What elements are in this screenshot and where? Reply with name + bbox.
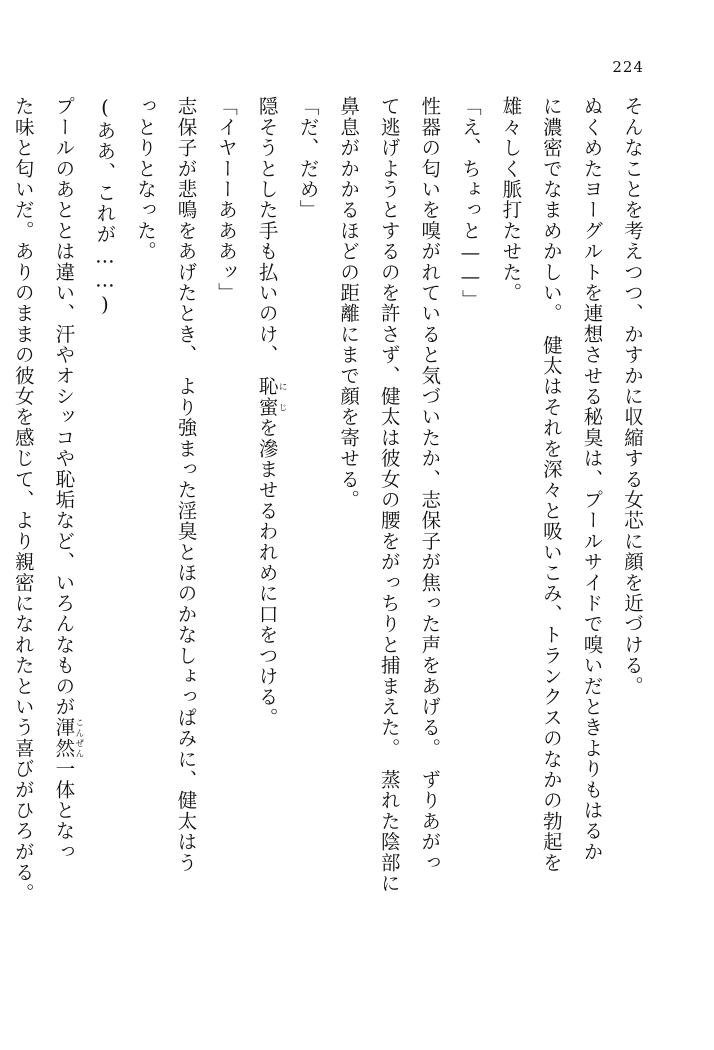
text-line: プールのあととは違い、汗やオシッコや恥垢など、いろんなものが渾然こんぜん一体となっ <box>52 96 84 862</box>
text-line: ぬくめたヨーグルトを連想させる秘臭は、プールサイドで嗅いだときよりもはるか <box>580 96 604 862</box>
text-line: そんなことを考えつつ、かすかに収縮する女芯に顔を近づける。 <box>621 96 644 697</box>
text-line: 「イヤーーあああッ」 <box>215 96 239 303</box>
ruby-text: 恥蜜にじ <box>255 376 288 418</box>
text-line: て逃げようとするのを許さず、健太は彼女の腰をがっちりと捕まえた。 蒸れた陰部に <box>377 96 401 894</box>
text-line: 隠そうとした手も払いのけ、 恥蜜にじを滲ませるわれめに口をつける。 <box>255 96 288 728</box>
text-line: 「だ、だめ」 <box>296 96 320 221</box>
ruby-text: 渾然こんぜん <box>52 717 84 759</box>
page-number: 224 <box>612 58 644 76</box>
text-line: っとりとなった。 <box>133 96 157 262</box>
text-line: 鼻息がかかるほどの距離にまで顔を寄せる。 <box>337 96 361 510</box>
text-line: 雄々しく脈打たせた。 <box>499 96 523 303</box>
text-line: 「え、ちょっと——」 <box>458 96 482 310</box>
text-line: 志保子が悲鳴をあげたとき、 より強まった淫臭とほのかなしょっぱみに、健太はう <box>174 96 198 873</box>
text-line: た味と匂いだ。ありのままの彼女を感じて、より親密になれたという喜びがひろがる。 <box>11 96 35 904</box>
body-text-vertical <box>11 96 652 976</box>
text-line: 性器の匂いを嗅がれていると気づいたか、志保子が焦った声をあげる。 ずりあがっ <box>418 96 442 873</box>
text-line: に濃密でなまめかしい。 健太はそれを深々と吸いこみ、トランクスのなかの勃起を <box>539 96 563 873</box>
text-line: (ああ、これが……) <box>93 96 117 317</box>
